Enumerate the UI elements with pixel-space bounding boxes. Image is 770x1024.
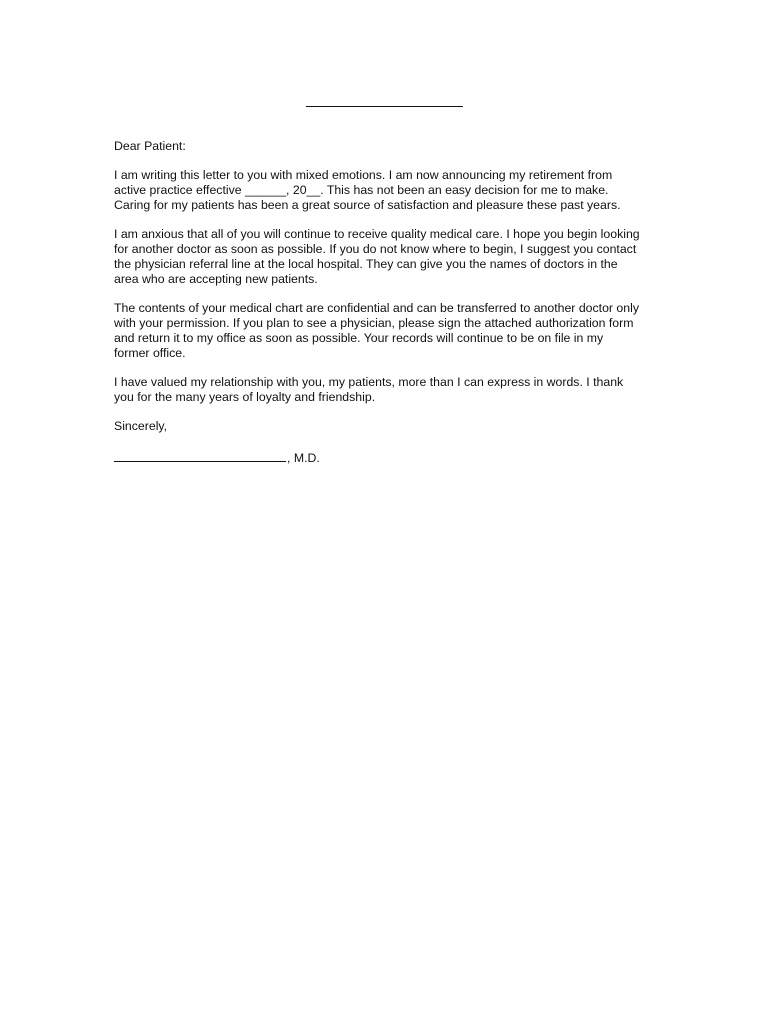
- text-line: Caring for my patients has been a great source of satisfaction and pleasure these past years.: [114, 198, 621, 212]
- paragraph-medical-records: [114, 301, 674, 361]
- text-line: I am writing this letter to you with mixed emotions. I am now announcing my retirement from: [114, 168, 613, 182]
- text-line: with your permission. If you plan to see a physician, please sign the attached authorization form: [114, 316, 634, 330]
- signature-blank: [114, 448, 286, 462]
- salutation: Dear Patient:: [114, 139, 186, 153]
- closing: Sincerely,: [114, 419, 168, 433]
- paragraph-gratitude: [114, 375, 674, 405]
- text-line: I have valued my relationship with you, my patients, more than I can express in words. I thank: [114, 375, 624, 389]
- text-line: former office.: [114, 346, 186, 360]
- text-line: active practice effective ______, 20__. This has not been an easy decision for me to make.: [114, 183, 609, 197]
- text-line: for another doctor as soon as possible. If you do not know where to begin, I suggest you contact: [114, 242, 637, 256]
- date-blank-line: [306, 106, 463, 107]
- text-line: you for the many years of loyalty and friendship.: [114, 390, 376, 404]
- text-line: I am anxious that all of you will continue to receive quality medical care. I hope you begin looking: [114, 227, 640, 241]
- paragraph-continuing-care: [114, 227, 674, 287]
- text-line: the physician referral line at the local hospital. They can give you the names of doctors in the: [114, 257, 618, 271]
- letter-body: [114, 139, 674, 466]
- text-line: area who are accepting new patients.: [114, 272, 318, 286]
- signature-suffix: , M.D.: [287, 451, 320, 465]
- signature-line: [114, 448, 674, 466]
- text-line: The contents of your medical chart are confidential and can be transferred to another doctor only: [114, 301, 639, 315]
- text-line: and return it to my office as soon as possible. Your records will continue to be on file in my: [114, 331, 604, 345]
- paragraph-retirement-announcement: [114, 168, 674, 213]
